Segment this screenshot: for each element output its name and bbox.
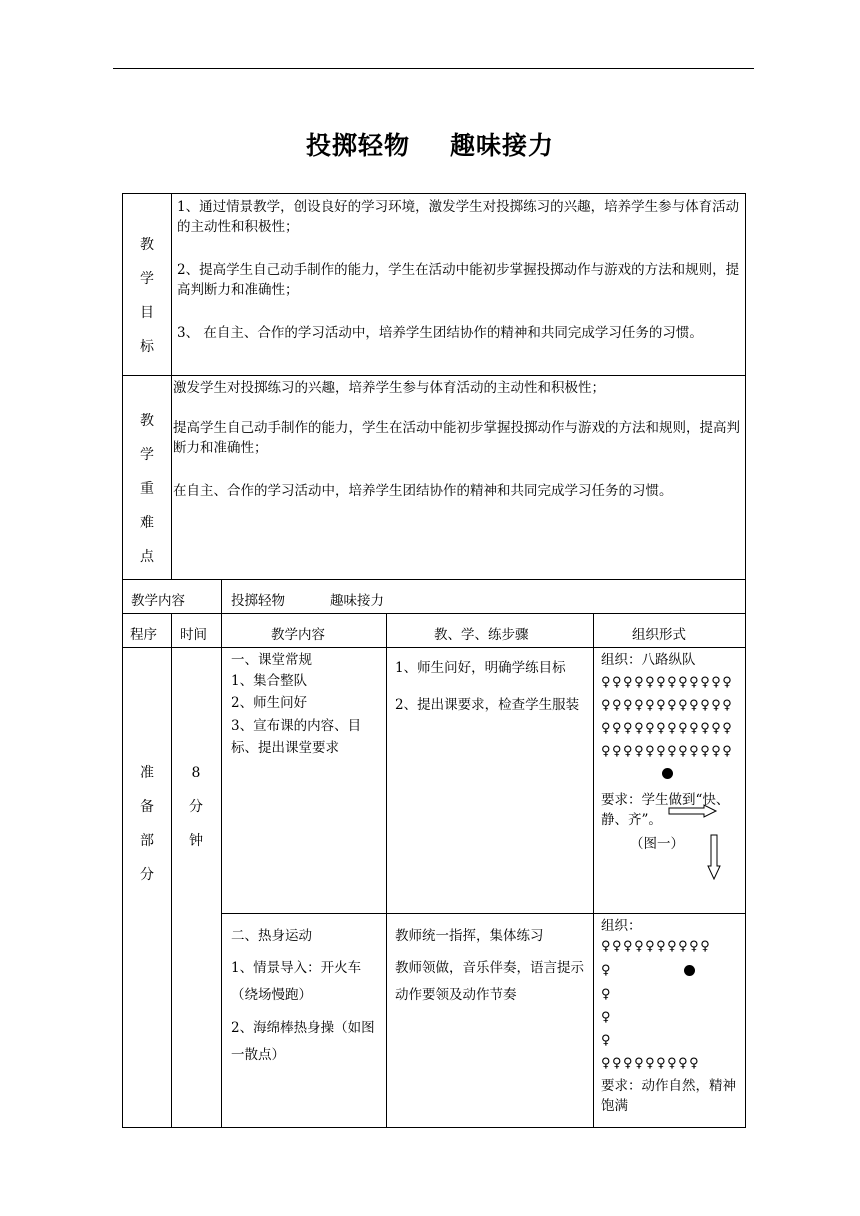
- b1-content-3: 3、宣布课的内容、目标、提出课堂要求: [231, 718, 362, 756]
- b2-side: ♀: [601, 1010, 613, 1025]
- b2-step-0: 教师统一指挥，集体练习: [395, 928, 544, 944]
- key-point-1: 激发学生对投掷练习的兴趣，培养学生参与体育活动的主动性和积极性；: [173, 380, 605, 396]
- content-row-label: 教学内容: [131, 593, 185, 609]
- content-row-value2: 趣味接力: [330, 593, 384, 609]
- b1-requirement: 要求：学生做到“快、静、齐”。: [601, 792, 730, 828]
- objective-1: 1、通过情景教学，创设良好的学习环境，激发学生对投掷练习的兴趣，培养学生参与体育活动的主动性和积极性；: [177, 199, 740, 235]
- page-title: [0, 126, 860, 162]
- b2-content-0: 二、热身运动: [231, 928, 312, 944]
- header-procedure: 程序: [130, 627, 157, 643]
- b1-formation-row: ♀♀♀♀♀♀♀♀♀♀♀♀: [601, 721, 734, 736]
- objective-3: 3、 在自主、合作的学习活动中，培养学生团结协作的精神和共同完成学习任务的习惯。: [177, 325, 703, 341]
- b1-formation-row: ♀♀♀♀♀♀♀♀♀♀♀♀: [601, 698, 734, 713]
- b1-step-1: 2、提出课要求，检查学生服装: [395, 697, 580, 713]
- b1-content-0: 一、课堂常规: [231, 652, 312, 668]
- objectives-label: 教学目标: [140, 237, 154, 355]
- b2-content-2: 2、海绵棒热身操（如图一散点）: [231, 1020, 375, 1063]
- header-time: 时间: [180, 627, 207, 643]
- b1-content-1: 1、集合整队: [231, 673, 308, 689]
- header-rule: [113, 68, 754, 69]
- arrow-down-icon: [707, 834, 721, 880]
- objective-2: 2、提高学生自己动手制作的能力，学生在活动中能初步掌握投掷动作与游戏的方法和规则，提高判断力和准确性；: [177, 262, 740, 298]
- content-row-value1: 投掷轻物: [231, 593, 285, 609]
- b1-org-title: 组织：八路纵队: [601, 652, 696, 668]
- b2-top-row: ♀♀♀♀♀♀♀♀♀♀: [601, 939, 712, 954]
- title-part2: 趣味接力: [450, 131, 555, 160]
- prep-time: 8分钟: [189, 765, 203, 849]
- header-content: 教学内容: [271, 627, 325, 643]
- title-part1: 投掷轻物: [305, 131, 410, 160]
- teacher-dot: [684, 965, 695, 976]
- prep-label: 准备部分: [140, 765, 154, 883]
- b2-requirement: 要求：动作自然，精神饱满: [601, 1078, 736, 1114]
- arrow-right-icon: [668, 804, 718, 818]
- b1-formation-row: ♀♀♀♀♀♀♀♀♀♀♀♀: [601, 675, 734, 690]
- b2-bottom-row: ♀♀♀♀♀♀♀♀♀: [601, 1056, 701, 1071]
- key-point-3: 在自主、合作的学习活动中，培养学生团结协作的精神和共同完成学习任务的习惯。: [173, 483, 673, 499]
- teacher-dot: [662, 768, 673, 779]
- b2-side: ♀: [601, 987, 613, 1002]
- b2-side: ♀: [601, 1033, 613, 1048]
- key-point-2: 提高学生自己动手制作的能力，学生在活动中能初步掌握投掷动作与游戏的方法和规则，提高判断力和准确性；: [173, 420, 740, 456]
- b2-side: ♀: [601, 963, 613, 978]
- b2-org-title: 组织：: [601, 918, 642, 934]
- b1-content-2: 2、师生问好: [231, 695, 308, 711]
- b1-step-0: 1、师生问好，明确学练目标: [395, 660, 566, 676]
- b1-figure: （图一）: [630, 836, 684, 852]
- b2-step-1: 教师领做，音乐伴奏，语言提示动作要领及动作节奏: [395, 960, 584, 1003]
- header-organization: 组织形式: [632, 627, 686, 643]
- key-points-label: 教学重难点: [140, 413, 154, 565]
- b1-formation-row: ♀♀♀♀♀♀♀♀♀♀♀♀: [601, 744, 734, 759]
- b2-content-1: 1、情景导入：开火车（绕场慢跑）: [231, 960, 362, 1003]
- header-steps: 教、学、练步骤: [434, 627, 529, 643]
